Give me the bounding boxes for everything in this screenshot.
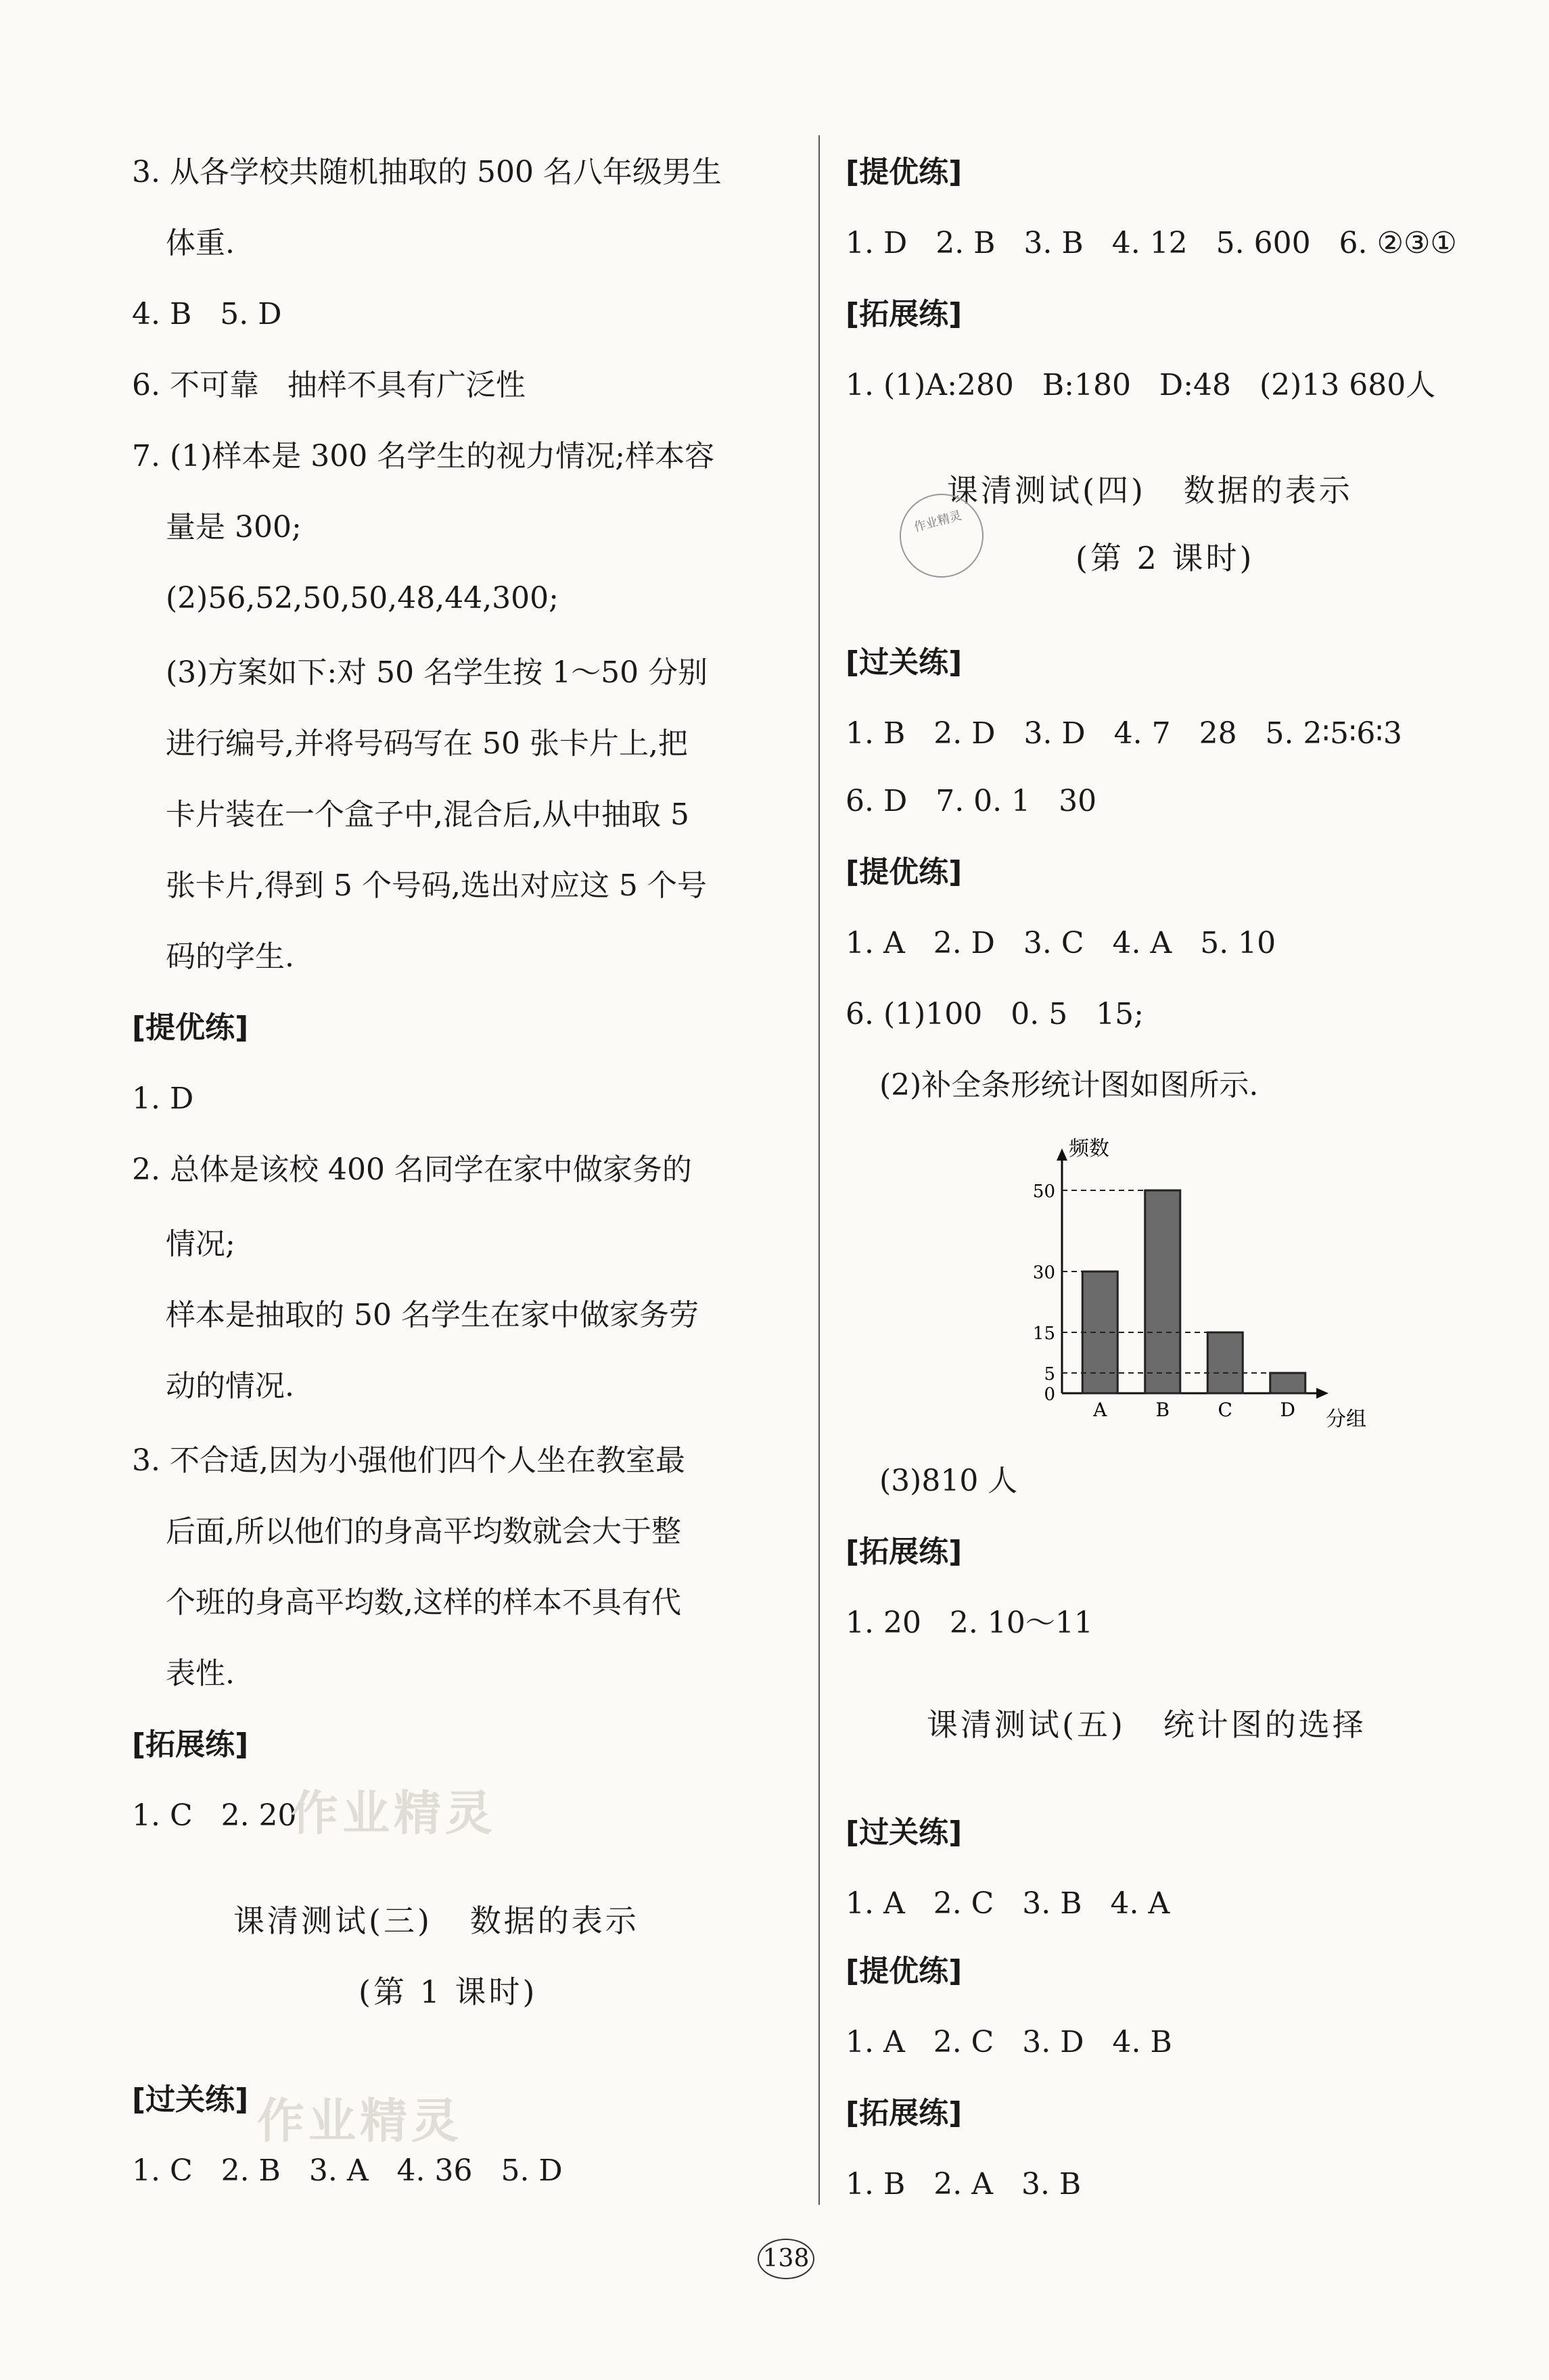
y-tick-label: 50 xyxy=(1032,1182,1055,1202)
section-title: 课清测试(四) 数据的表示 xyxy=(947,472,1353,509)
x-tick-label-D: D xyxy=(1280,1399,1295,1421)
answer-line: 表性. xyxy=(166,1656,235,1691)
x-axis-arrow xyxy=(1316,1388,1328,1399)
stamp-logo: 作业精灵 xyxy=(890,484,993,587)
answer-line: 1. (1)A:280 B:180 D:48 (2)13 680人 xyxy=(846,368,1436,402)
answer-line: 1. D xyxy=(132,1081,194,1116)
answer-line: 3. 不合适,因为小强他们四个人坐在教室最 xyxy=(132,1443,685,1478)
answer-line: 3. 从各学校共随机抽取的 500 名八年级男生 xyxy=(132,155,722,189)
y-tick-label: 5 xyxy=(1044,1364,1055,1384)
section-heading: [拓展练] xyxy=(846,1535,963,1569)
section-subtitle: (第 1 课时) xyxy=(359,1974,538,2010)
answer-line: 6. D 7. 0. 1 30 xyxy=(846,784,1097,818)
section-title: 课清测试(三) 数据的表示 xyxy=(233,1903,639,1939)
bar-C xyxy=(1207,1332,1243,1393)
section-heading: [拓展练] xyxy=(132,1727,249,1762)
answer-line: 张卡片,得到 5 个号码,选出对应这 5 个号 xyxy=(166,868,707,903)
column-divider xyxy=(818,135,820,2205)
answer-line: (3)方案如下:对 50 名学生按 1～50 分别 xyxy=(166,655,708,690)
y-axis-arrow xyxy=(1057,1148,1067,1161)
answer-line: 1. D 2. B 3. B 4. 12 5. 600 6. ②③① xyxy=(846,226,1457,260)
answer-line: 1. A 2. D 3. C 4. A 5. 10 xyxy=(846,926,1276,960)
answer-line: 1. C 2. B 3. A 4. 36 5. D xyxy=(132,2153,563,2188)
y-tick-label: 15 xyxy=(1032,1324,1055,1344)
y-tick-label: 30 xyxy=(1032,1263,1055,1283)
section-heading: [提优练] xyxy=(846,155,963,189)
watermark: 作业精灵 xyxy=(291,1786,496,1841)
section-heading: [拓展练] xyxy=(846,297,963,331)
answer-line: 量是 300; xyxy=(166,510,302,544)
x-tick-label-B: B xyxy=(1155,1399,1170,1421)
bar-D xyxy=(1270,1373,1305,1393)
answer-line: 进行编号,并将号码写在 50 张卡片上,把 xyxy=(166,726,688,761)
answer-line: (3)810 人 xyxy=(879,1464,1018,1498)
answer-line: 7. (1)样本是 300 名学生的视力情况;样本容 xyxy=(132,439,715,473)
answer-line: 后面,所以他们的身高平均数就会大于整 xyxy=(166,1514,681,1549)
answer-line: 体重. xyxy=(166,226,235,260)
answer-line: 2. 总体是该校 400 名同学在家中做家务的 xyxy=(132,1152,692,1187)
answer-line: (2)补全条形统计图如图所示. xyxy=(879,1068,1259,1102)
answer-line: 6. (1)100 0. 5 15; xyxy=(846,997,1144,1031)
answer-line: 1. B 2. D 3. D 4. 7 28 5. 2∶5∶6∶3 xyxy=(846,716,1402,751)
y-axis-label: 频数 xyxy=(1069,1137,1109,1161)
answer-line: 卡片装在一个盒子中,混合后,从中抽取 5 xyxy=(166,797,689,832)
answer-line: 样本是抽取的 50 名学生在家中做家务劳 xyxy=(166,1298,699,1332)
section-heading: [提优练] xyxy=(846,1954,963,1988)
x-tick-label-C: C xyxy=(1218,1399,1232,1421)
section-heading: [过关练] xyxy=(132,2082,249,2117)
watermark: 作业精灵 xyxy=(257,2093,463,2149)
bar-B xyxy=(1145,1190,1180,1393)
answer-line: 1. C 2. 20 xyxy=(132,1798,297,1833)
x-tick-label-A: A xyxy=(1093,1399,1107,1421)
answer-line: 6. 不可靠 抽样不具有广泛性 xyxy=(132,368,526,402)
answer-line: 4. B 5. D xyxy=(132,297,282,331)
answer-line: 1. A 2. C 3. B 4. A xyxy=(846,1886,1170,1921)
answer-line: 1. 20 2. 10～11 xyxy=(846,1606,1093,1640)
section-heading: [过关练] xyxy=(846,645,963,680)
answer-line: 个班的身高平均数,这样的样本不具有代 xyxy=(166,1585,681,1620)
answer-line: 情况; xyxy=(166,1227,235,1261)
answer-line: 码的学生. xyxy=(166,939,294,974)
section-heading: [过关练] xyxy=(846,1815,963,1850)
section-heading: [提优练] xyxy=(846,855,963,889)
section-subtitle: (第 2 课时) xyxy=(1076,540,1255,576)
answer-line: 1. A 2. C 3. D 4. B xyxy=(846,2025,1172,2059)
answer-line: 动的情况. xyxy=(166,1369,294,1403)
page-number: 138 xyxy=(758,2239,814,2279)
x-axis-label: 分组 xyxy=(1326,1407,1366,1431)
y-tick-label: 0 xyxy=(1044,1384,1055,1405)
bar-chart xyxy=(1001,1136,1434,1434)
section-heading: [拓展练] xyxy=(846,2096,963,2130)
section-heading: [提优练] xyxy=(132,1010,249,1045)
answer-line: 1. B 2. A 3. B xyxy=(846,2167,1082,2201)
section-title: 课清测试(五) 统计图的选择 xyxy=(927,1706,1366,1743)
answer-line: (2)56,52,50,50,48,44,300; xyxy=(166,581,559,615)
